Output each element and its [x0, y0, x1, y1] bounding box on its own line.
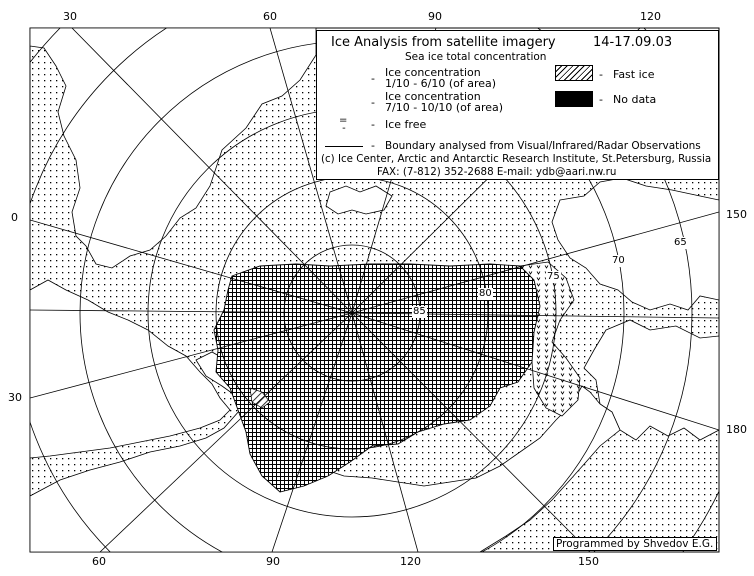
- top-label-30: 30: [63, 10, 77, 23]
- top-label-90: 90: [428, 10, 442, 23]
- legend-dash: -: [599, 93, 603, 106]
- legend-high-line1: Ice concentration: [385, 90, 481, 103]
- legend-high-line2: 7/10 - 10/10 (of area): [385, 101, 504, 114]
- legend-low-line1: Ice concentration: [385, 66, 481, 79]
- top-label-60: 60: [263, 10, 277, 23]
- left-label-30: 30: [8, 391, 22, 404]
- bottom-label-90: 90: [266, 555, 280, 568]
- legend-dash: -: [371, 72, 375, 85]
- right-label-150: 150: [726, 208, 747, 221]
- legend-credit-line2: FAX: (7-812) 352-2688 E-mail: ydb@aari.nw.ru: [377, 166, 617, 178]
- bottom-label-60: 60: [92, 555, 106, 568]
- legend-boundary-line: [325, 146, 363, 147]
- legend-dash: -: [599, 68, 603, 81]
- legend-swatch-no-data: [555, 91, 593, 107]
- latitude-label-65: 65: [674, 237, 687, 248]
- legend-subtitle: Sea ice total concentration: [405, 51, 547, 63]
- latitude-label-70: 70: [612, 255, 625, 266]
- latitude-label-75: 75: [547, 271, 560, 282]
- bottom-label-120: 120: [400, 555, 421, 568]
- legend-ice-free: Ice free: [385, 118, 427, 131]
- legend-no-data: No data: [613, 93, 657, 106]
- legend-date: 14-17.09.03: [593, 35, 673, 50]
- legend-dash: -: [371, 118, 375, 131]
- latitude-label-80: 80: [479, 288, 492, 299]
- legend-boundary: Boundary analysed from Visual/Infrared/Radar Observations: [385, 140, 701, 152]
- legend-swatch-fast-ice: [555, 65, 593, 81]
- legend-credit-line1: (c) Ice Center, Arctic and Antarctic Research Institute, St.Petersburg, Russia: [321, 153, 712, 165]
- top-label-120: 120: [640, 10, 661, 23]
- latitude-label-85: 85: [413, 306, 426, 317]
- legend-box: [316, 30, 719, 180]
- right-label-180: 180: [726, 423, 747, 436]
- bottom-label-150: 150: [578, 555, 599, 568]
- legend-dash: -: [371, 96, 375, 109]
- legend-low-line2: 1/10 - 6/10 (of area): [385, 77, 497, 90]
- ice-free-symbol: = -: [339, 115, 348, 134]
- legend-title: Ice Analysis from satellite imagery: [331, 35, 556, 50]
- legend-dash: -: [371, 139, 375, 152]
- programmed-by-label: Programmed by Shvedov E.G.: [553, 537, 717, 551]
- left-label-0: 0: [11, 211, 18, 224]
- legend-fast-ice: Fast ice: [613, 68, 655, 81]
